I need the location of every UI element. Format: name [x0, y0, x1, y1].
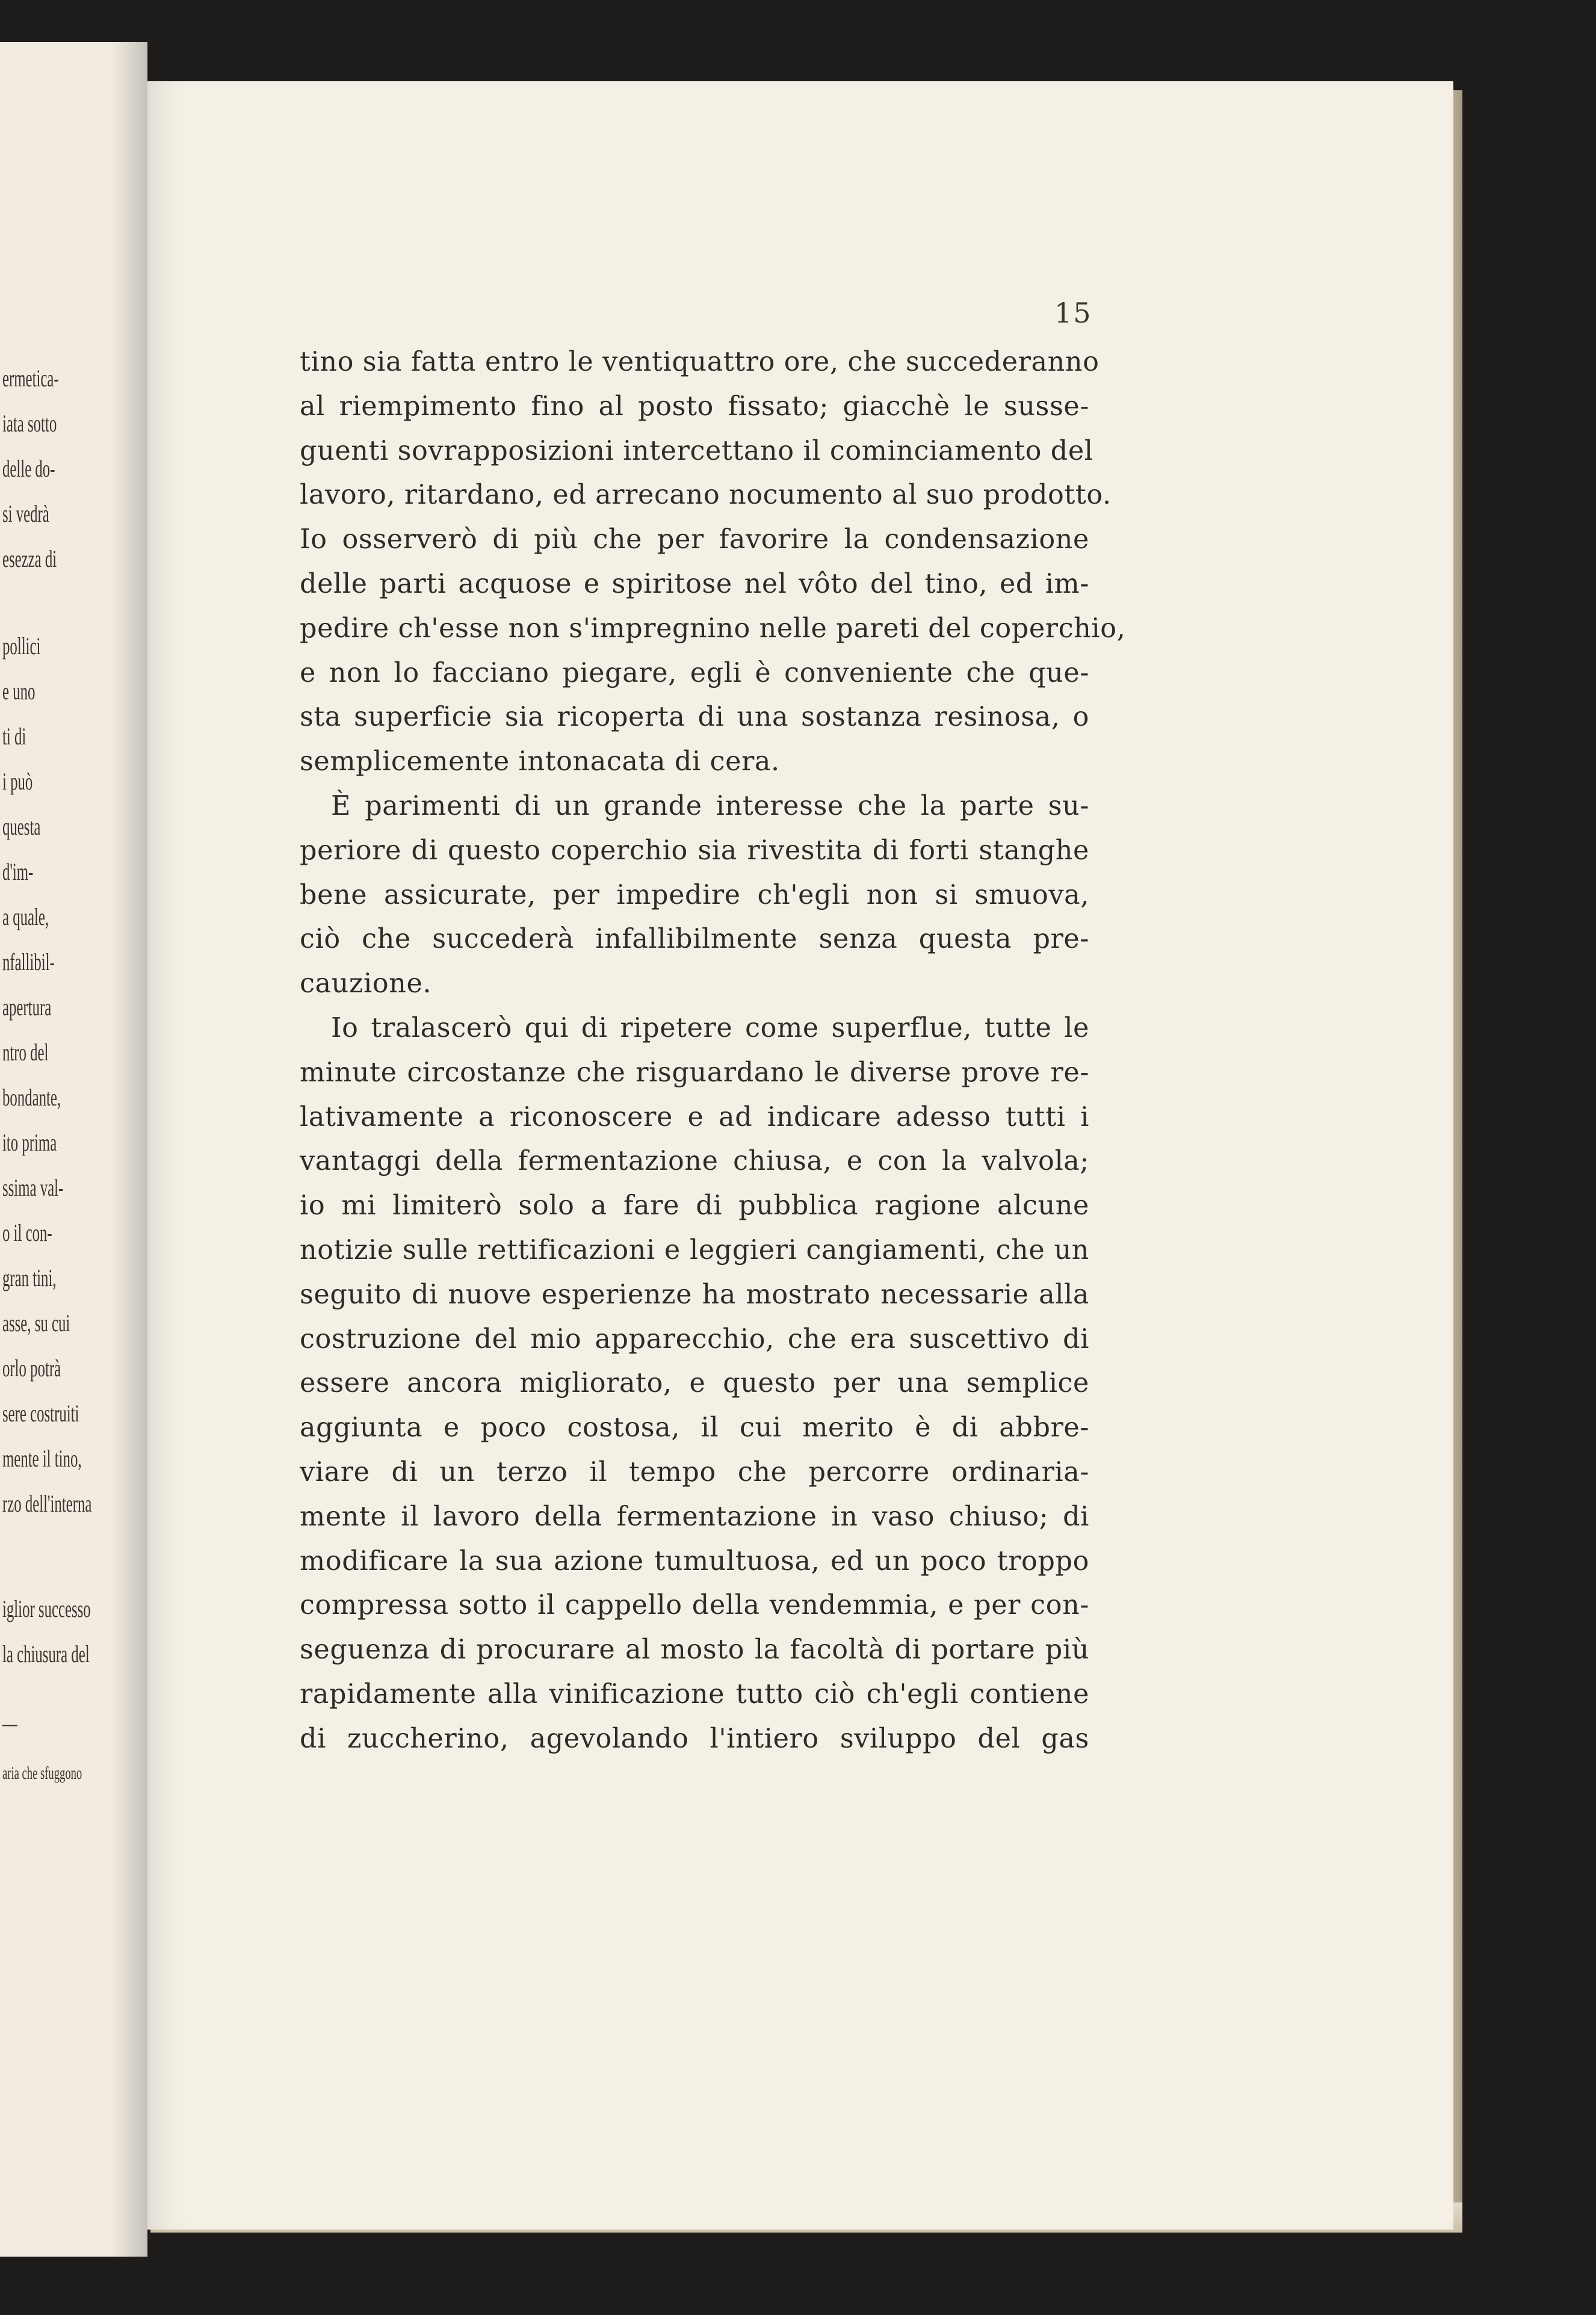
- text-line: lavoro, ritardano, ed arrecano nocumento al suo prodotto.: [300, 480, 1112, 511]
- text-line: mente il lavoro della fermentazione in vaso chiuso; di: [300, 1501, 1089, 1532]
- left-page-line: gran tini,: [2, 1264, 57, 1291]
- left-page-line: bondante,: [2, 1084, 61, 1111]
- text-line: vantaggi della fermentazione chiusa, e con la valvola;: [300, 1146, 1089, 1177]
- text-line: al riempimento fino al posto fissato; giacchè le susse-: [300, 391, 1089, 422]
- left-page-line: ssima val-: [2, 1174, 64, 1201]
- left-page-line: questa: [2, 813, 41, 840]
- left-page-line: orlo potrà: [2, 1355, 61, 1382]
- left-page-line: e uno: [2, 678, 36, 705]
- gutter-shadow: [111, 42, 147, 2257]
- text-line: Io tralascerò qui di ripetere come superflue, tutte le: [331, 1012, 1089, 1043]
- left-page-line: sere costruiti: [2, 1400, 79, 1427]
- text-line: aggiunta e poco costosa, il cui merito è di abbre-: [300, 1412, 1089, 1444]
- text-line: bene assicurate, per impedire ch'egli non si smuova,: [300, 879, 1089, 910]
- left-page-line: apertura: [2, 994, 52, 1021]
- text-line: notizie sulle rettificazioni e leggieri cangiamenti, che un: [300, 1234, 1089, 1266]
- text-line: ciò che succederà infallibilmente senza questa pre-: [300, 924, 1089, 955]
- text-line: compressa sotto il cappello della vendemmia, e per con-: [300, 1590, 1089, 1621]
- text-line: viare di un terzo il tempo che percorre ordinaria-: [300, 1456, 1089, 1488]
- left-page-line: pollici: [2, 632, 41, 660]
- left-page-line: delle do-: [2, 455, 55, 482]
- left-page-line: —: [2, 1710, 17, 1737]
- text-line: di zuccherino, agevolando l'intiero sviluppo del gas: [300, 1723, 1089, 1754]
- left-page-line: rzo dell'interna: [2, 1490, 92, 1517]
- text-line: e non lo facciano piegare, egli è conveniente che que-: [300, 657, 1089, 688]
- left-page-line: iglior successo: [2, 1595, 91, 1622]
- text-line: delle parti acquose e spiritose nel vôto del tino, ed im-: [300, 568, 1089, 599]
- text-line: semplicemente intonacata di cera.: [300, 746, 780, 777]
- left-page: [0, 42, 147, 2257]
- left-page-line: ti di: [2, 723, 26, 750]
- left-page-line: esezza di: [2, 545, 57, 572]
- text-line: costruzione del mio apparecchio, che era suscettivo di: [300, 1323, 1089, 1355]
- page-number: 15: [1054, 297, 1092, 329]
- text-line: guenti sovrapposizioni intercettano il cominciamento del: [300, 435, 1093, 466]
- text-line: periore di questo coperchio sia rivestita di forti stanghe: [300, 835, 1089, 866]
- left-page-line: nfallibil-: [2, 948, 55, 975]
- left-page-line: ermetica-: [2, 365, 59, 392]
- text-line: seguito di nuove esperienze ha mostrato necessarie alla: [300, 1279, 1089, 1310]
- text-line: sta superficie sia ricoperta di una sostanza resinosa, o: [300, 702, 1089, 733]
- text-line: minute circostanze che risguardano le diverse prove re-: [300, 1057, 1089, 1088]
- text-line: seguenza di procurare al mosto la facoltà di portare più: [300, 1634, 1089, 1666]
- left-page-line: la chiusura del: [2, 1640, 90, 1667]
- text-line: modificare la sua azione tumultuosa, ed un poco troppo: [300, 1545, 1089, 1577]
- text-line: rapidamente alla vinificazione tutto ciò ch'egli contiene: [300, 1678, 1089, 1710]
- text-line: lativamente a riconoscere e ad indicare adesso tutti i: [300, 1101, 1089, 1133]
- text-line: cauzione.: [300, 968, 432, 1000]
- text-line: pedire ch'esse non s'impregnino nelle pareti del coperchio,: [300, 613, 1126, 644]
- left-page-line: ntro del: [2, 1039, 49, 1066]
- left-page-line: aria che sfuggono: [2, 1763, 82, 1783]
- left-page-line: o il con-: [2, 1219, 52, 1246]
- left-page-line: iata sotto: [2, 410, 57, 437]
- text-line: È parimenti di un grande interesse che la parte su-: [331, 790, 1089, 821]
- body-text: [300, 340, 1126, 1761]
- left-page-line: asse, su cui: [2, 1309, 70, 1337]
- left-page-line: d'im-: [2, 858, 34, 885]
- left-page-line: ito prima: [2, 1129, 57, 1156]
- text-line: Io osserverò di più che per favorire la condensazione: [300, 524, 1089, 555]
- left-page-line: i può: [2, 768, 33, 795]
- text-line: essere ancora migliorato, e questo per una semplice: [300, 1368, 1089, 1399]
- left-page-line: mente il tino,: [2, 1445, 82, 1472]
- left-page-line: a quale,: [2, 903, 49, 930]
- text-line: io mi limiterò solo a fare di pubblica ragione alcune: [300, 1190, 1089, 1222]
- text-line: tino sia fatta entro le ventiquattro ore, che succederanno: [300, 347, 1100, 377]
- left-page-line: si vedrà: [2, 500, 49, 527]
